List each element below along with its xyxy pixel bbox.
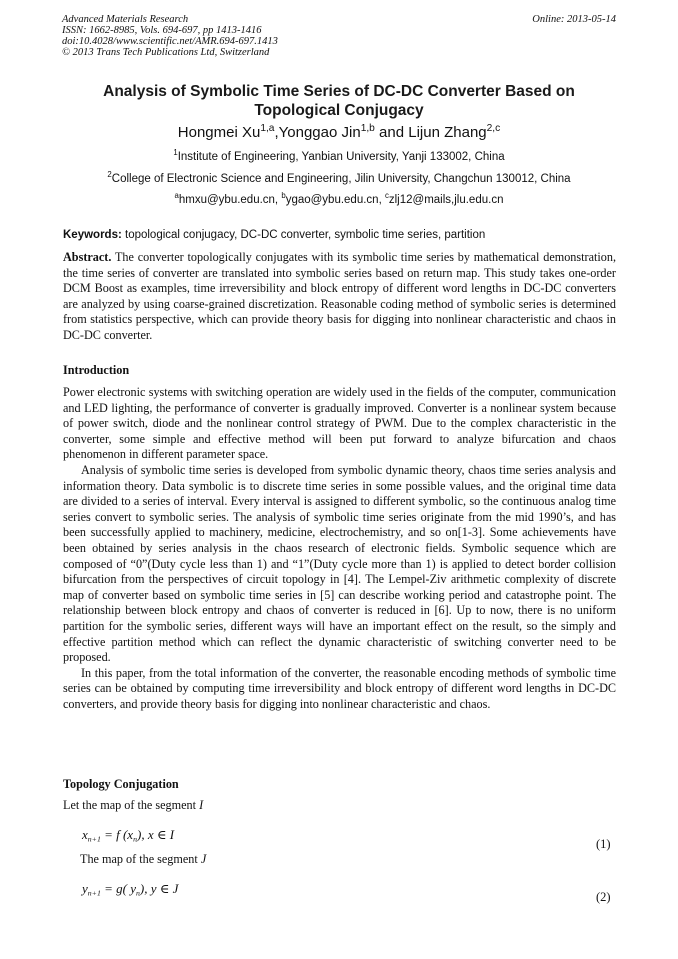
affiliation-text: College of Electronic Science and Engineering, Jilin University, Changchun 130012, China xyxy=(111,173,571,185)
email-sup: c xyxy=(384,191,389,201)
introduction-body xyxy=(63,385,616,712)
journal-header xyxy=(62,14,616,58)
topology-line-1: Let the map of the segment I xyxy=(63,798,204,812)
author-sep: , xyxy=(274,124,279,141)
author-list xyxy=(40,124,638,141)
affiliation-sup: 1 xyxy=(173,148,178,158)
equation-2-number: (2) xyxy=(596,890,611,904)
copyright-line: © 2013 Trans Tech Publications Ltd, Switzerland xyxy=(62,47,270,58)
author-sup: 1,a xyxy=(260,123,275,134)
paper-title-line2: Topological Conjugacy xyxy=(254,102,424,119)
equation-2: $y_{n+1} = g$( $y_n$), y ∈ J xyxy=(82,881,179,898)
keywords-label: Keywords: xyxy=(63,229,122,241)
affiliation-text: Institute of Engineering, Yanbian University, Yanji 133002, China xyxy=(177,151,505,163)
email-line xyxy=(40,191,638,206)
segment-var-I: I xyxy=(199,798,204,812)
email-text: hmxu@ybu.edu.cn, xyxy=(178,194,282,206)
keywords xyxy=(63,229,616,241)
affiliation-sup: 2 xyxy=(107,170,112,180)
section-heading-introduction: Introduction xyxy=(63,363,130,377)
segment-var-J: J xyxy=(200,852,207,866)
author-sep: and xyxy=(374,124,409,141)
section-heading-topology: Topology Conjugation xyxy=(63,777,179,791)
intro-paragraph-2: Analysis of symbolic time series is developed from symbolic dynamic theory, chaos time series analysis and information theory. Data symbolic is to discrete time series in some possible values, and the original time data are divided to a series of interval. Every interval is assigned to different symbolic, so the continuous analog time series convert to symbolic series. The analysis of symbolic time series originate from the mid 1990’s, and has been successfully applied to machinery, medicine, electrochemistry, and so on[1-3]. Some achievements have been obtained by series analysis in the chaos research of electronic fields. Symbolic sequence which are composed of “0”(Duty cycle less than 1) and “1”(Duty cycle more than 1) is applied to detect border collision bifurcation from the perspectives of circuit topology in [4]. The Lempel-Ziv arithmetic complexity of discrete map of converter based on symbolic time series in [5] can describe working period and catastrophe point. The relationship between block entropy and chaos of converter is reduced in [6]. Up to now, there is no uniform partition for the symbolic series, different ways will have an important effect on the result, so the simply and effective partition method which can reflect the dynamic characteristic of switching converter need to be proposed. xyxy=(63,462,616,665)
author-name: Lijun Zhang xyxy=(408,124,487,141)
email-text: zlj12@mails,jlu.edu.cn xyxy=(388,194,504,206)
online-date: Online: 2013-05-14 xyxy=(532,14,616,25)
keywords-text: topological conjugacy, DC-DC converter, symbolic time series, partition xyxy=(125,229,486,241)
doi-line: doi:10.4028/www.scientific.net/AMR.694-697.1413 xyxy=(62,36,278,47)
intro-paragraph-3: In this paper, from the total information of the converter, the reasonable encoding methods of symbolic time series can be obtained by computing time irreversibility and block entropy of different word lengths in DC-DC converters, and provide theory basis for digging into nonlinear characteristic and chaos. xyxy=(63,665,616,711)
affiliation-1 xyxy=(40,148,638,163)
abstract-label: Abstract. xyxy=(63,250,112,264)
abstract-text: The converter topologically conjugates with its symbolic time series by mathematical demonstration, the time series of converter are translated into symbolic series based on return map. This study takes one-order DCM Boost as examples, time irreversibility and block entropy of different word lengths in DC-DC converters are analyzed by using coarse-grained discretization. Reasonable coding method of symbolic series is determined from statistics perspective, which can provide theory basis for digging into nonlinear characteristic and chaos in DC-DC converter. xyxy=(63,250,616,342)
topology-line-2: The map of the segment J xyxy=(80,852,207,866)
journal-name: Advanced Materials Research xyxy=(62,14,189,25)
author-name: Hongmei Xu xyxy=(177,124,261,141)
email-text: ygao@ybu.edu.cn, xyxy=(285,194,385,206)
email-sup: a xyxy=(174,191,179,201)
equation-1-number: (1) xyxy=(596,837,611,851)
affiliation-2 xyxy=(40,170,638,185)
email-sup: b xyxy=(281,191,286,201)
equation-1: $x_{n+1} = f$ $(x_n)$, x ∈ I xyxy=(82,827,175,844)
intro-paragraph-1: Power electronic systems with switching operation are widely used in the fields of the computer, communication and LED lighting, the performance of converter is gradually improved. Converter is a nonlinear system because of power switch, diode and the nonlinear control strategy of PWM. Due to the complex characteristic in the converter, some simple and effective method will been put forward to analyze bifurcation and chaos phenomenon in different parameter space. xyxy=(63,385,616,462)
abstract xyxy=(63,250,616,344)
author-sup: 1,b xyxy=(360,123,375,134)
paper-title-line1: Analysis of Symbolic Time Series of DC-DC Converter Based on xyxy=(103,83,575,100)
author-sup: 2,c xyxy=(486,123,501,134)
issn-line: ISSN: 1662-8985, Vols. 694-697, pp 1413-1416 xyxy=(62,25,262,36)
author-name: Yonggao Jin xyxy=(278,124,361,141)
